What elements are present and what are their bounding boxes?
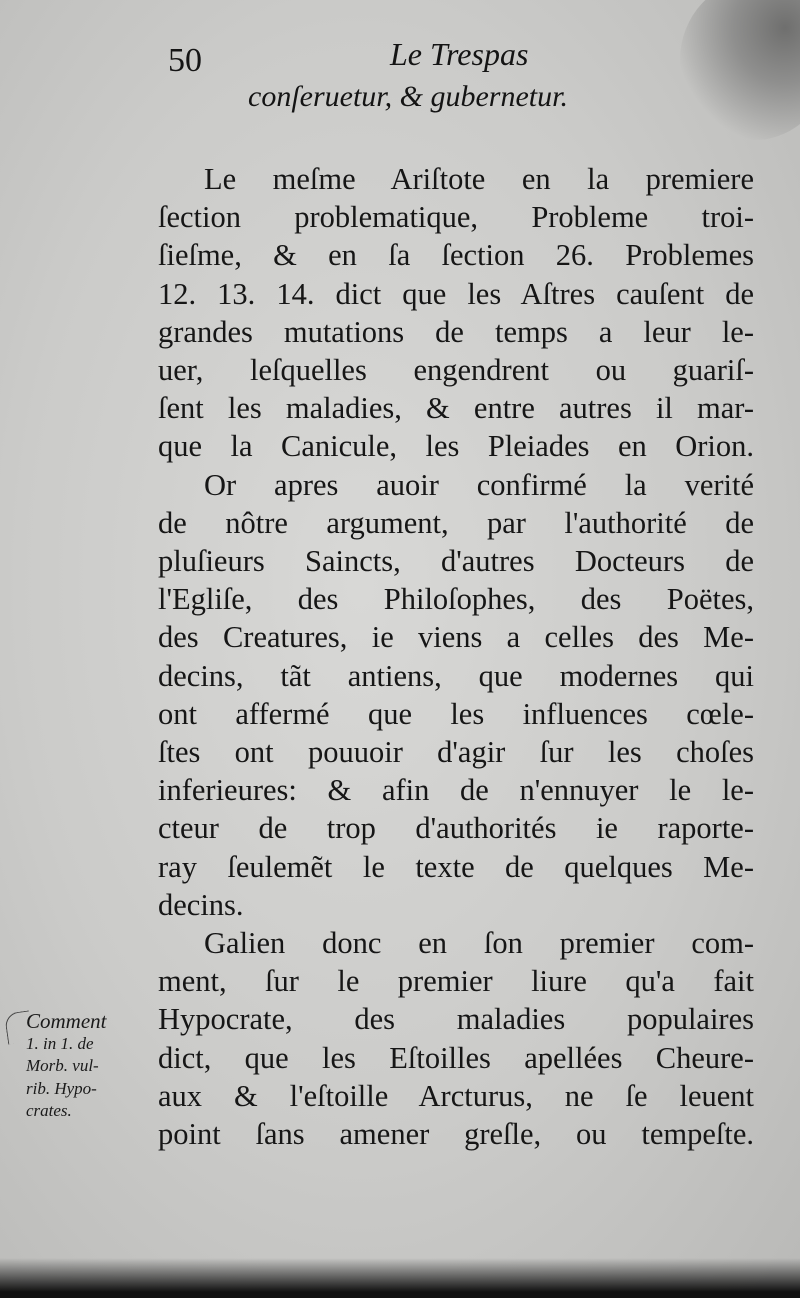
text-line: Hypocrate, des maladies populaires	[158, 1002, 754, 1037]
text-line: decins.	[158, 887, 244, 922]
page-number: 50	[168, 42, 202, 79]
text-line: Le meſme Ariſtote en la premiere	[204, 162, 754, 196]
text-line: Galien donc en ſon premier com-	[204, 926, 754, 961]
main-text	[158, 160, 754, 1153]
text-line: 12. 13. 14. dict que les Aſtres cauſent de	[158, 276, 754, 311]
margin-note-line: crates.	[26, 1101, 72, 1120]
header-continuation-line: conſeruetur, & gubernetur.	[248, 80, 568, 113]
text-line: ray ſeulemẽt le texte de quelques Me-	[158, 849, 754, 884]
text-line: grandes mutations de temps a leur le-	[158, 314, 754, 349]
text-line: ſtes ont pouuoir d'agir ſur les choſes	[158, 735, 754, 770]
text-line: ſent les maladies, & entre autres il mar-	[158, 391, 754, 426]
margin-note-line: 1. in 1. de	[26, 1033, 94, 1053]
text-line: ont affermé que les influences cœle-	[158, 696, 754, 731]
text-line: l'Egliſe, des Philoſophes, des Poëtes,	[158, 582, 754, 617]
paragraph-2	[158, 466, 754, 924]
margin-note-line: Morb. vul-	[26, 1056, 99, 1075]
margin-note	[26, 1010, 154, 1123]
text-line: decins, tãt antiens, que modernes qui	[158, 658, 754, 693]
paragraph-1	[158, 160, 754, 466]
margin-note-line: rib. Hypo-	[26, 1078, 97, 1098]
text-line: ment, ſur le premier liure qu'a fait	[158, 964, 754, 999]
text-line: Or apres auoir confirmé la verité	[204, 467, 754, 502]
text-line: que la Canicule, les Pleiades en Orion.	[158, 429, 754, 464]
text-line: uer, leſquelles engendrent ou guariſ-	[158, 353, 754, 388]
text-line: dict, que les Eſtoilles apellées Cheure-	[158, 1040, 754, 1075]
running-title: Le Trespas	[390, 36, 529, 72]
text-line: cteur de trop d'authorités ie raporte-	[158, 811, 754, 846]
text-line: point ſans amener greſle, ou tempeſte.	[158, 1117, 754, 1152]
text-line: pluſieurs Saincts, d'autres Docteurs de	[158, 544, 754, 579]
text-line: inferieures: & afin de n'ennuyer le le-	[158, 773, 754, 808]
page-shadow-edge	[0, 1258, 800, 1298]
margin-note-line: Comment	[26, 1009, 107, 1033]
text-line: ſieſme, & en ſa ſection 26. Problemes	[158, 238, 754, 273]
text-line: des Creatures, ie viens a celles des Me-	[158, 620, 754, 655]
paragraph-3	[158, 924, 754, 1153]
text-line: ſection problematique, Probleme troi-	[158, 200, 754, 235]
page-header	[0, 30, 800, 113]
text-line: aux & l'eſtoille Arcturus, ne ſe leuent	[158, 1078, 754, 1113]
text-line: de nôtre argument, par l'authorité de	[158, 505, 754, 540]
